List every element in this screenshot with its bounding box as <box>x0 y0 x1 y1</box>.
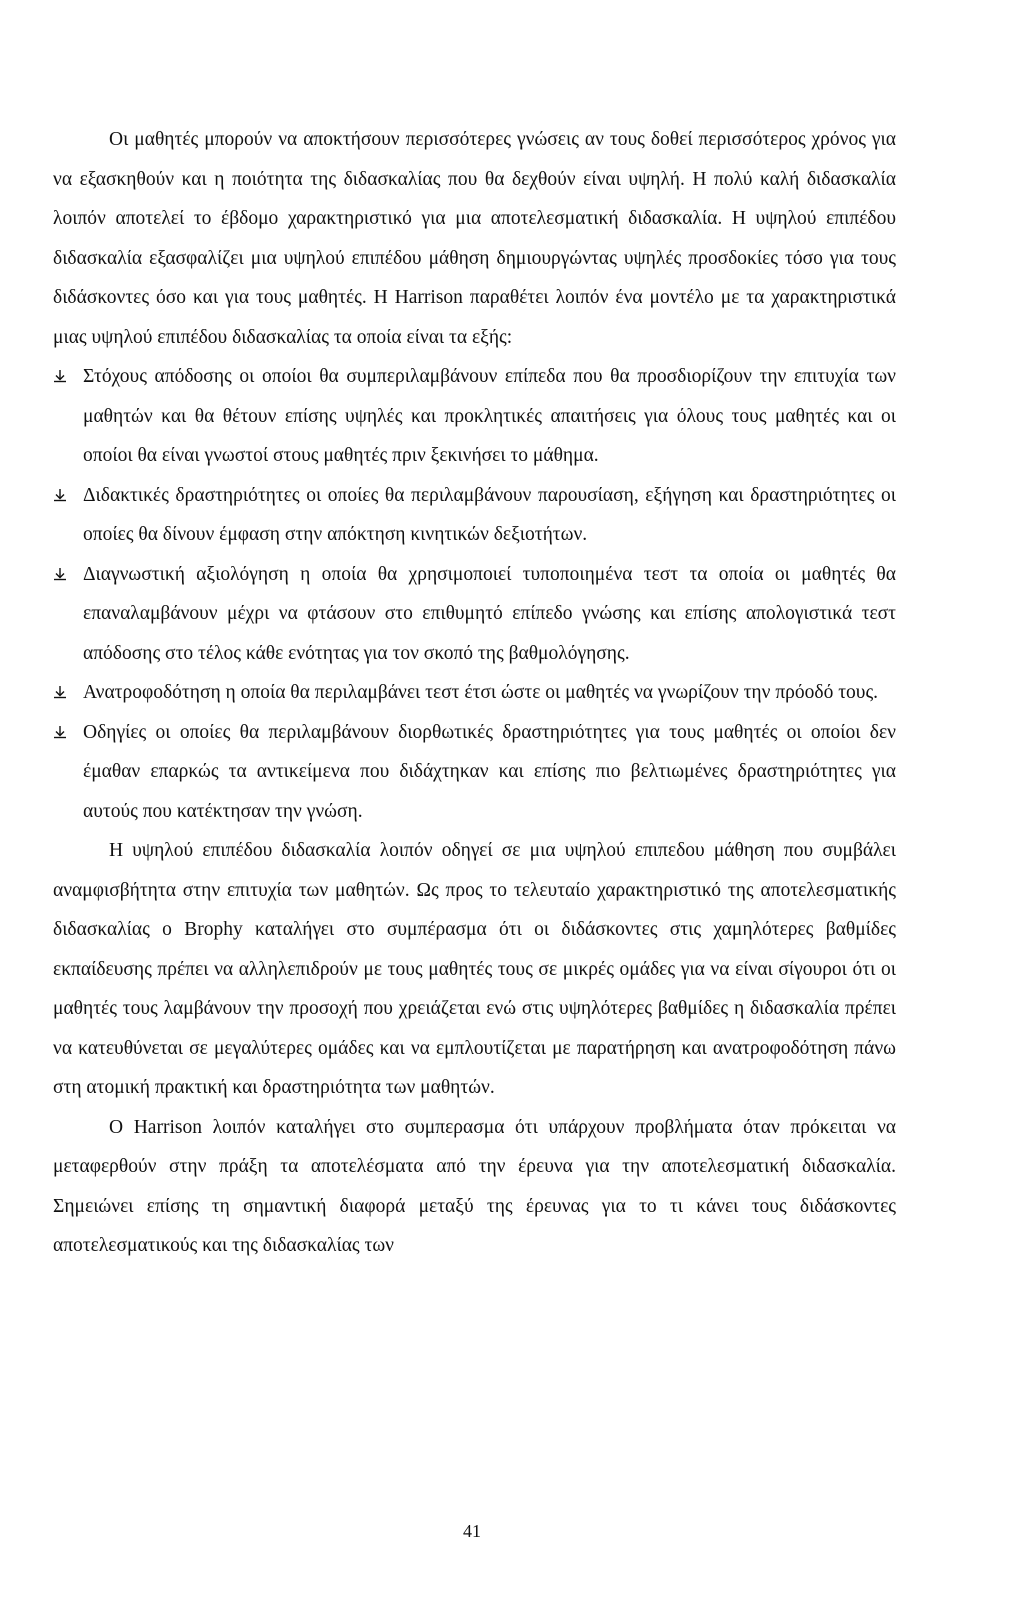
paragraph-high-level-teaching: Η υψηλού επιπέδου διδασκαλία λοιπόν οδηγεί σε μια υψηλού επιπεδου μάθηση που συμβάλει αναμφισβήτητα στην επιτυχία των μαθητών. Ως προς το τελευταίο χαρακτηριστικό της αποτελεσματικής διδασκαλίας ο Brophy καταλήγει στο συμπέρασμα ότι οι διδάσκοντες στις χαμηλότερες βαθμίδες εκπαίδευσης πρέπει να αλληλεπιδρούν με τους μαθητές τους σε μικρές ομάδες για να είναι σίγουροι ότι οι μαθητές τους λαμβάνουν την προσοχή που χρειάζεται ενώ στις υψηλότερες βαθμίδες η διδασκαλία πρέπει να κατευθύνεται σε μεγαλύτερες ομάδες και να εμπλουτίζεται με παρατήρηση και ανατροφοδότηση πάνω στη ατομική πρακτική και δραστηριότητα των μαθητών. <box>53 840 896 1098</box>
list-item <box>53 555 896 674</box>
arrow-down-icon <box>53 567 67 581</box>
list-item-text: Διδακτικές δραστηριότητες οι οποίες θα περιλαμβάνουν παρουσίαση, εξήγηση και δραστηριότητες οι οποίες θα δίνουν έμφαση στην απόκτηση κινητικών δεξιοτήτων. <box>83 484 896 545</box>
paragraph-intro: Οι μαθητές μπορούν να αποκτήσουν περισσότερες γνώσεις αν τους δοθεί περισσότερος χρόνος για να εξασκηθούν και η ποιότητα της διδασκαλίας που θα δεχθούν είναι υψηλή. Η πολύ καλή διδασκαλία λοιπόν αποτελεί το έβδομο χαρακτηριστικό για μια αποτελεσματική διδασκαλία. Η υψηλού επιπέδου διδασκαλία εξασφαλίζει μια υψηλού επιπέδου μάθηση δημιουργώντας υψηλές προσδοκίες τόσο για τους διδάσκοντες όσο και για τους μαθητές. Η Harrison παραθέτει λοιπόν ένα μοντέλο με τα χαρακτηριστικά μιας υψηλού επιπέδου διδασκαλίας τα οποία είναι τα εξής: <box>53 129 896 348</box>
arrow-down-icon <box>53 369 67 383</box>
body-text <box>53 120 896 1266</box>
list-item <box>53 673 896 713</box>
list-item-text: Οδηγίες οι οποίες θα περιλαμβάνουν διορθωτικές δραστηριότητες για τους μαθητές οι οποίοι δεν έμαθαν επαρκώς τα αντικείμενα που διδάχτηκαν και επίσης πιο βελτιωμένες δραστηριότητες για αυτούς που κατέκτησαν την γνώση. <box>83 721 896 822</box>
list-item-text: Διαγνωστική αξιολόγηση η οποία θα χρησιμοποιεί τυποποιημένα τεστ τα οποία οι μαθητές θα επαναλαμβάνουν μέχρι να φτάσουν στο επιθυμητό επίπεδο γνώσης και επίσης απολογιστικά τεστ απόδοσης στο τέλος κάθε ενότητας για τον σκοπό της βαθμολόγησης. <box>83 563 896 664</box>
list-item <box>53 476 896 555</box>
list-item <box>53 357 896 476</box>
list-item-text: Ανατροφοδότηση η οποία θα περιλαμβάνει τεστ έτσι ώστε οι μαθητές να γνωρίζουν την πρόοδό τους. <box>83 682 879 703</box>
list-item <box>53 713 896 832</box>
characteristics-list <box>53 357 896 831</box>
paragraph-harrison-conclusion: Ο Harrison λοιπόν καταλήγει στο συμπερασμα ότι υπάρχουν προβλήματα όταν πρόκειται να μεταφερθούν στην πράξη τα αποτελέσματα από την έρευνα για την αποτελεσματική διδασκαλία. Σημειώνει επίσης τη σημαντική διαφορά μεταξύ της έρευνας για το τι κάνει τους διδάσκοντες αποτελεσματικούς και της διδασκαλίας των <box>53 1116 896 1256</box>
page-number: 41 <box>463 1521 481 1541</box>
arrow-down-icon <box>53 488 67 502</box>
list-item-text: Στόχους απόδοσης οι οποίοι θα συμπεριλαμβάνουν επίπεδα που θα προσδιορίζουν την επιτυχία των μαθητών και θα θέτουν επίσης υψηλές και προκλητικές απαιτήσεις για όλους τους μαθητές και οι οποίοι θα είναι γνωστοί στους μαθητές πριν ξεκινήσει το μάθημα. <box>83 366 896 466</box>
arrow-down-icon <box>53 685 67 699</box>
arrow-down-icon <box>53 725 67 739</box>
